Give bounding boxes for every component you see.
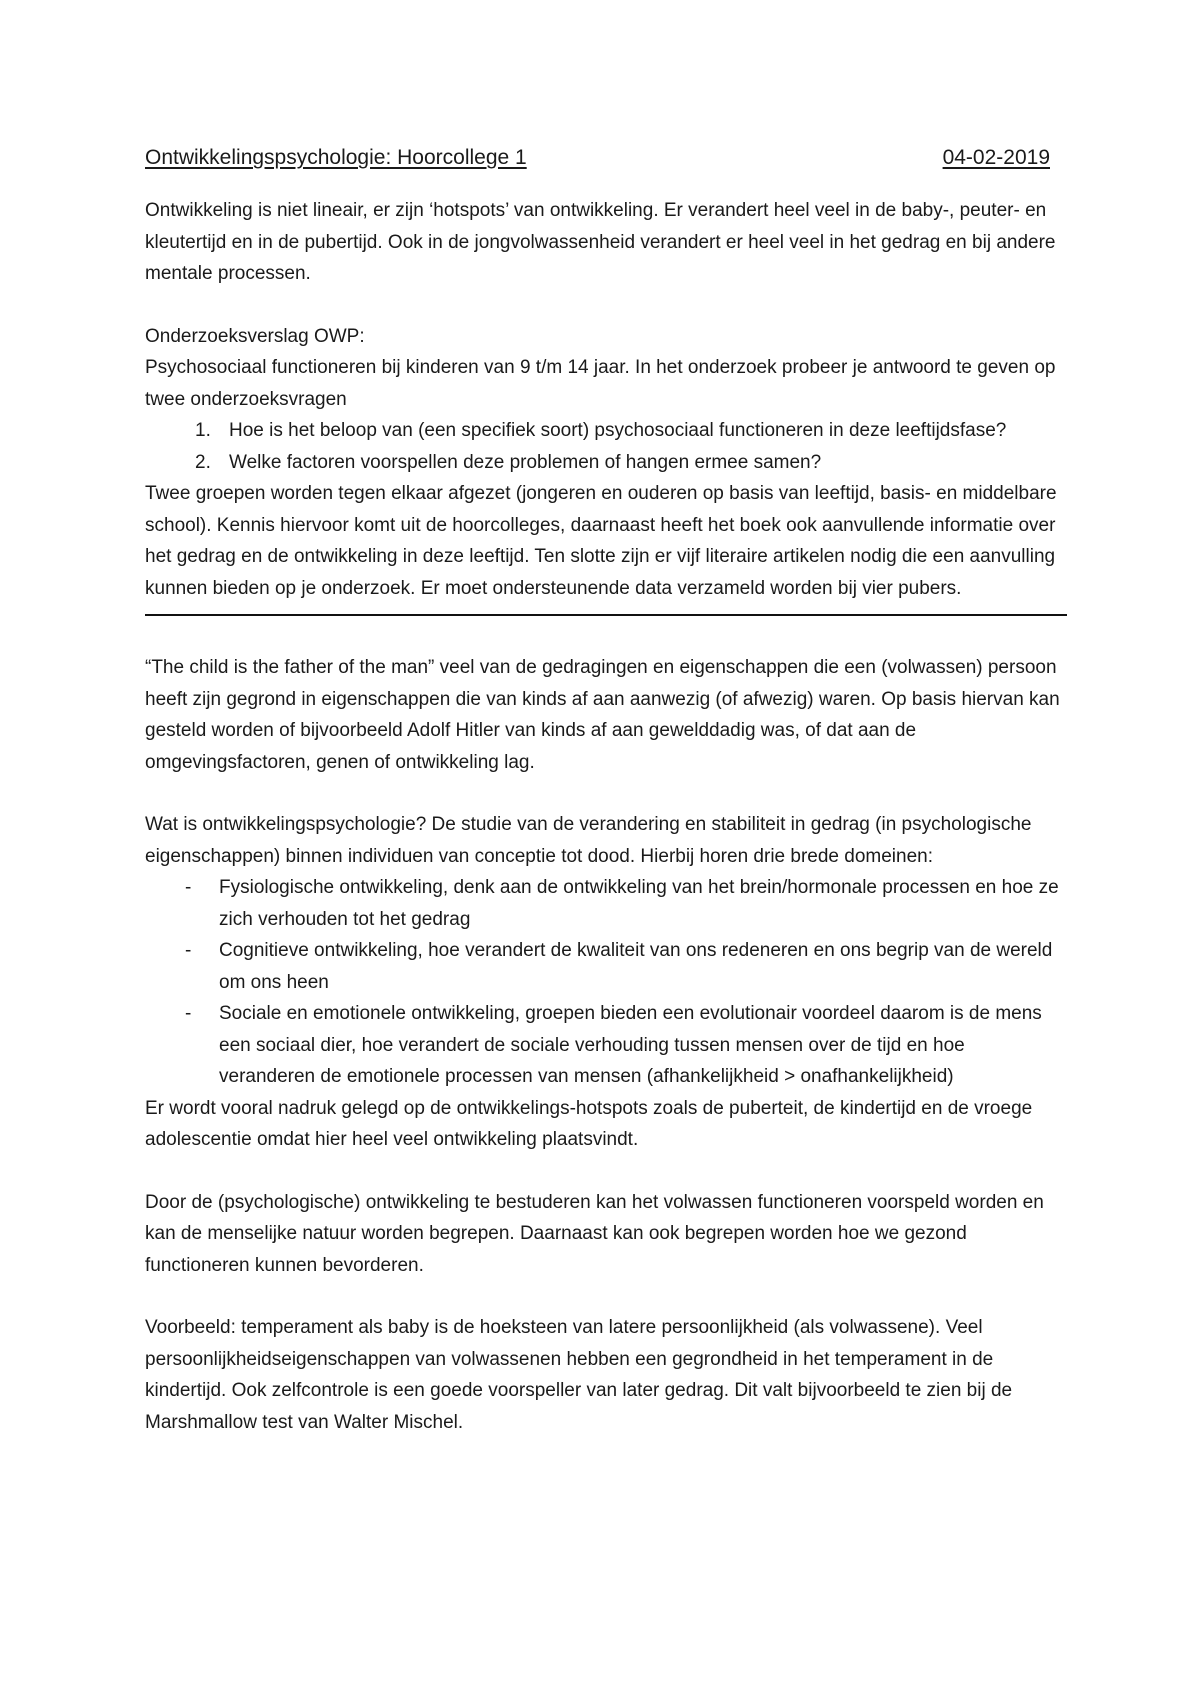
list-text: Sociale en emotionele ontwikkeling, groepen bieden een evolutionair voordeel daarom is de mens een sociaal dier, hoe verandert de sociale verhouding tussen mensen over de tijd en hoe veranderen de emotionele processen van mensen (afhankelijkheid > onafhankelijkheid) [219, 1003, 1042, 1087]
list-text: Fysiologische ontwikkeling, denk aan de ontwikkeling van het brein/hormonale processen en hoe ze zich verhouden tot het gedrag [219, 877, 1059, 930]
dash-bullet: - [185, 877, 192, 898]
list-item [185, 935, 1065, 998]
dash-bullet: - [185, 940, 192, 961]
list-number: 2. [195, 451, 211, 473]
definition-outro: Er wordt vooral nadruk gelegd op de ontwikkelings-hotspots zoals de puberteit, de kindertijd en de vroege adolescentie omdat hier heel veel ontwikkeling plaatsvindt. [145, 1097, 1033, 1150]
lecture-date: 04-02-2019 [942, 146, 1050, 169]
study-paragraph: Door de (psychologische) ontwikkeling te bestuderen kan het volwassen functioneren voorspeld worden en kan de menselijke natuur worden begrepen. Daarnaast kan ook begrepen worden hoe we gezond functioneren kunnen bevorderen. [145, 1191, 1044, 1276]
list-text: Hoe is het beloop van (een specifiek soort) psychosociaal functioneren in deze leeftijdsfase? [229, 420, 1007, 441]
verslag-body: Twee groepen worden tegen elkaar afgezet (jongeren en ouderen op basis van leeftijd, basis- en middelbare school). Kennis hiervoor komt uit de hoorcolleges, daarnaast heeft het boek ook aanvullende informatie over het gedrag en de ontwikkeling in deze leeftijd. Ten slotte zijn er vijf literaire artikelen nodig die een aanvulling kunnen bieden op je onderzoek. Er moet ondersteunende data verzameld worden bij vier pubers. [145, 483, 1057, 599]
list-item [185, 872, 1065, 935]
document-header [145, 142, 1050, 174]
list-text: Cognitieve ontwikkeling, hoe verandert de kwaliteit van ons redeneren en ons begrip van de wereld om ons heen [219, 940, 1053, 993]
list-item [185, 998, 1065, 1093]
section-divider [145, 614, 1067, 616]
verslag-heading: Onderzoeksverslag OWP: [145, 325, 365, 347]
list-item [195, 447, 1065, 479]
intro-paragraph: Ontwikkeling is niet lineair, er zijn ‘hotspots’ van ontwikkeling. Er verandert heel veel in de baby-, peuter- en kleutertijd en in de pubertijd. Ook in de jongvolwassenheid verandert er heel veel in het gedrag en bij andere mentale processen. [145, 200, 1056, 284]
list-text: Welke factoren voorspellen deze problemen of hangen ermee samen? [229, 451, 822, 473]
domains-list [145, 872, 1065, 1093]
document-body [145, 142, 1065, 1469]
child-paragraph: “The child is the father of the man” veel van de gedragingen en eigenschappen die een (volwassen) persoon heeft zijn gegrond in eigenschappen die van kinds af aan aanwezig (of afwezig) waren. Op basis hiervan kan gesteld worden of bijvoorbeeld Adolf Hitler van kinds af aan gewelddadig was, of dat aan de omgevingsfactoren, genen of ontwikkeling lag. [145, 657, 1060, 773]
verslag-intro: Psychosociaal functioneren bij kinderen van 9 t/m 14 jaar. In het onderzoek probeer je antwoord te geven op twee onderzoeksvragen [145, 357, 1056, 410]
list-item [195, 415, 1065, 447]
example-paragraph: Voorbeeld: temperament als baby is de hoeksteen van latere persoonlijkheid (als volwassene). Veel persoonlijkheidseigenschappen van volwassenen hebben een gegrondheid in het temperament in de kindertijd. Ook zelfcontrole is een goede voorspeller van later gedrag. Dit valt bijvoorbeeld te zien bij de Marshmallow test van Walter Mischel. [145, 1317, 1013, 1433]
page-title: Ontwikkelingspsychologie: Hoorcollege 1 [145, 146, 527, 169]
dash-bullet: - [185, 1003, 192, 1024]
definition-intro: Wat is ontwikkelingspsychologie? De studie van de verandering en stabiliteit in gedrag (in psychologische eigenschappen) binnen individuen van conceptie tot dood. Hierbij horen drie brede domeinen: [145, 814, 1032, 867]
research-questions-list [145, 415, 1065, 478]
list-number: 1. [195, 420, 211, 441]
